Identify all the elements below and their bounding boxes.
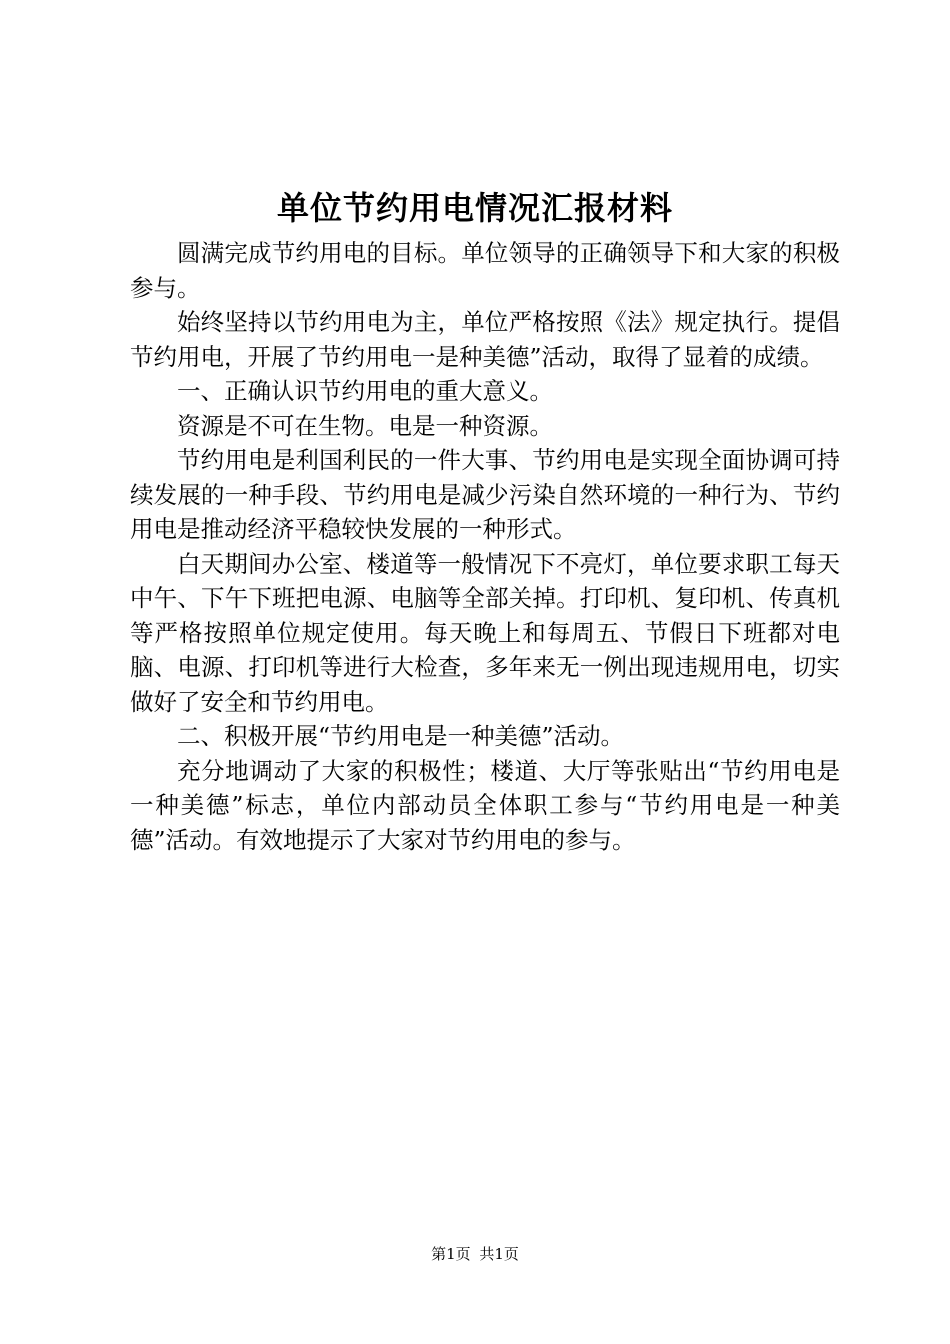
paragraph: 节约用电是利国利民的一件大事、节约用电是实现全面协调可持续发展的一种手段、节约用电是减少污染自然环境的一种行为、节约用电是推动经济平稳较快发展的一种形式。 <box>130 446 840 543</box>
paragraph: 资源是不可在生物。电是一种资源。 <box>177 411 553 440</box>
paragraph: 始终坚持以节约用电为主，单位严格按照《法》规定执行。提倡节约用电，开展了节约用电一是种美德”活动，取得了显着的成绩。 <box>130 308 840 371</box>
page-footer: 第1页 共1页 <box>431 1245 519 1263</box>
document-title: 单位节约用电情况汇报材料 <box>276 189 673 227</box>
document-body <box>130 236 840 857</box>
paragraph: 充分地调动了大家的积极性；楼道、大厅等张贴出“节约用电是一种美德”标志，单位内部动员全体职工参与“节约用电是一种美德”活动。有效地提示了大家对节约用电的参与。 <box>130 756 840 854</box>
section-heading: 一、正确认识节约用电的重大意义。 <box>177 377 553 405</box>
paragraph: 圆满完成节约用电的目标。单位领导的正确领导下和大家的积极参与。 <box>130 239 840 302</box>
paragraph: 白天期间办公室、楼道等一般情况下不亮灯，单位要求职工每天中午、下午下班把电源、电脑等全部关掉。打印机、复印机、传真机等严格按照单位规定使用。每天晚上和每周五、节假日下班都对电脑、电源、打印机等进行大检查，多年来无一例出现违规用电，切实做好了安全和节约用电。 <box>130 549 840 716</box>
section-heading: 二、积极开展“节约用电是一种美德”活动。 <box>177 722 625 750</box>
